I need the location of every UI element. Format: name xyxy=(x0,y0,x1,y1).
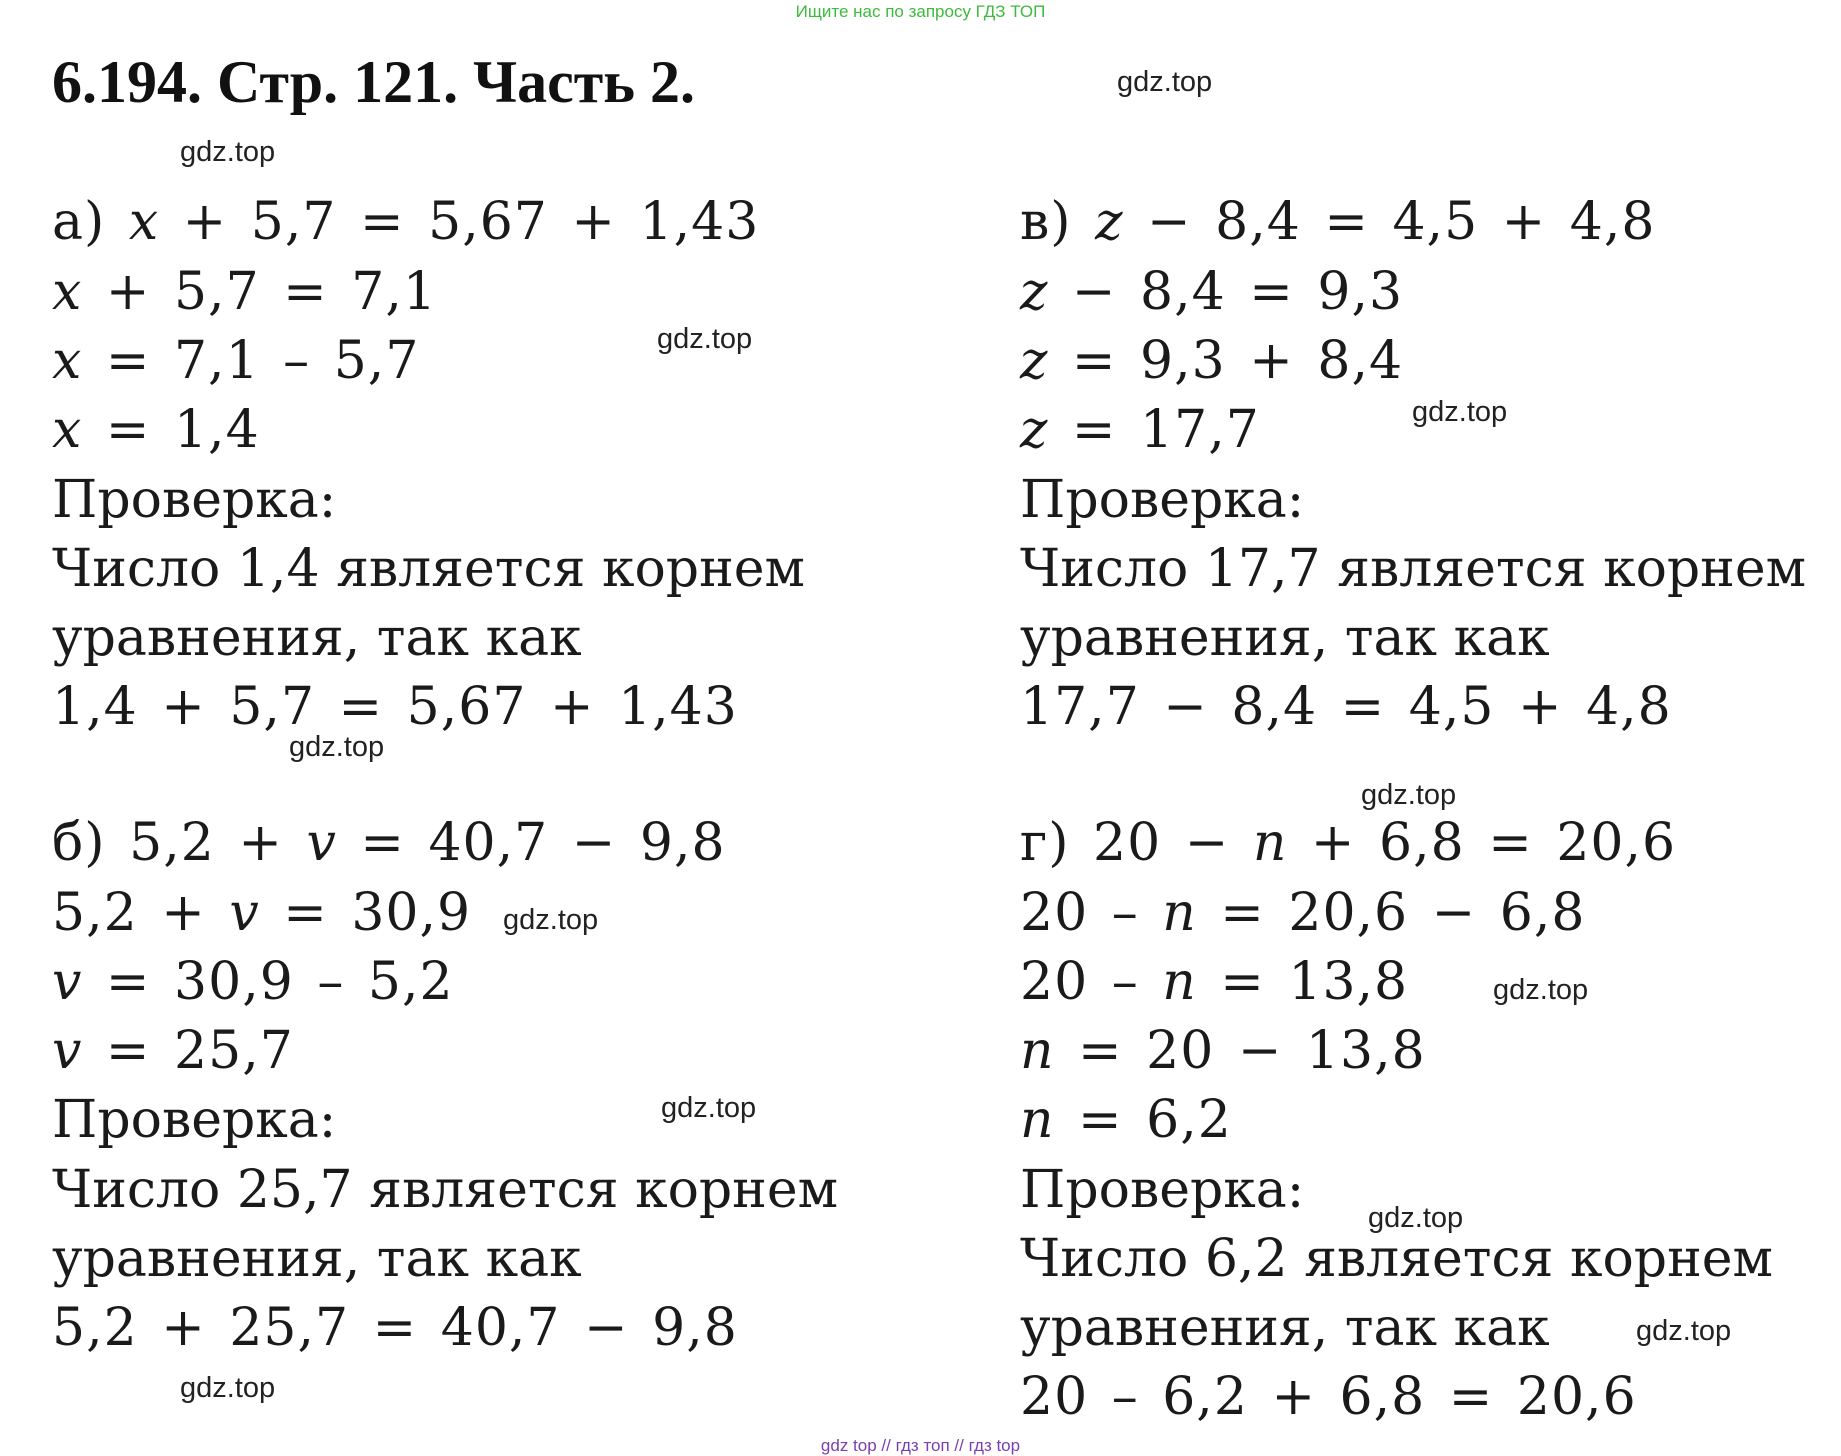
check-text: уравнения, так как xyxy=(52,1229,582,1289)
watermark: gdz.top xyxy=(1636,1315,1732,1347)
equation-line: б) 5,2 + v = 40,7 − 9,8 xyxy=(52,813,726,873)
check-heading: Проверка: xyxy=(52,1090,337,1150)
equation-line: 5,2 + v = 30,9 xyxy=(52,883,472,943)
watermark: gdz.top xyxy=(1117,66,1213,98)
watermark: gdz.top xyxy=(1368,1202,1464,1234)
check-text: уравнения, так как xyxy=(52,608,582,668)
watermark: gdz.top xyxy=(661,1092,757,1124)
watermark: gdz.top xyxy=(180,1372,276,1404)
watermark: gdz.top xyxy=(180,136,276,168)
watermark: gdz.top xyxy=(289,731,385,763)
top-banner: Ищите нас по запросу ГДЗ ТОП xyxy=(795,2,1046,21)
check-equation: 5,2 + 25,7 = 40,7 − 9,8 xyxy=(52,1298,738,1358)
footer-links: gdz top // гдз топ // гдз top xyxy=(820,1436,1021,1455)
equation-line: x + 5,7 = 7,1 xyxy=(52,262,437,322)
watermark: gdz.top xyxy=(657,323,753,355)
equation-line: x = 1,4 xyxy=(52,400,260,460)
equation-line: а) x + 5,7 = 5,67 + 1,43 xyxy=(52,192,760,252)
equation-line: z − 8,4 = 9,3 xyxy=(1020,262,1404,322)
check-text: Число 25,7 является корнем xyxy=(52,1160,839,1220)
check-text: Число 1,4 является корнем xyxy=(52,539,805,599)
check-text: Число 17,7 является корнем xyxy=(1020,539,1807,599)
equation-line: n = 20 − 13,8 xyxy=(1020,1021,1426,1081)
check-equation: 1,4 + 5,7 = 5,67 + 1,43 xyxy=(52,677,738,737)
equation-line: x = 7,1 – 5,7 xyxy=(52,331,420,391)
equation-line: 20 – n = 13,8 xyxy=(1020,952,1409,1012)
equation-line: v = 25,7 xyxy=(52,1021,294,1081)
equation-line: г) 20 − n + 6,8 = 20,6 xyxy=(1020,813,1677,873)
equation-line: z = 9,3 + 8,4 xyxy=(1020,331,1404,391)
watermark: gdz.top xyxy=(1412,396,1508,428)
equation-line: в) z − 8,4 = 4,5 + 4,8 xyxy=(1020,192,1656,252)
check-heading: Проверка: xyxy=(1020,470,1305,530)
check-heading: Проверка: xyxy=(1020,1160,1305,1220)
equation-line: z = 17,7 xyxy=(1020,400,1260,460)
equation-line: 20 – n = 20,6 − 6,8 xyxy=(1020,883,1586,943)
equation-line: n = 6,2 xyxy=(1020,1090,1232,1150)
check-heading: Проверка: xyxy=(52,470,337,530)
check-text: уравнения, так как xyxy=(1020,1298,1550,1358)
check-text: Число 6,2 является корнем xyxy=(1020,1229,1773,1289)
page-title: 6.194. Стр. 121. Часть 2. xyxy=(52,49,695,115)
equation-line: v = 30,9 – 5,2 xyxy=(52,952,454,1012)
watermark: gdz.top xyxy=(503,904,599,936)
check-equation: 20 – 6,2 + 6,8 = 20,6 xyxy=(1020,1367,1637,1427)
check-text: уравнения, так как xyxy=(1020,608,1550,668)
check-equation: 17,7 − 8,4 = 4,5 + 4,8 xyxy=(1020,677,1672,737)
watermark: gdz.top xyxy=(1361,779,1457,811)
watermark: gdz.top xyxy=(1493,974,1589,1006)
